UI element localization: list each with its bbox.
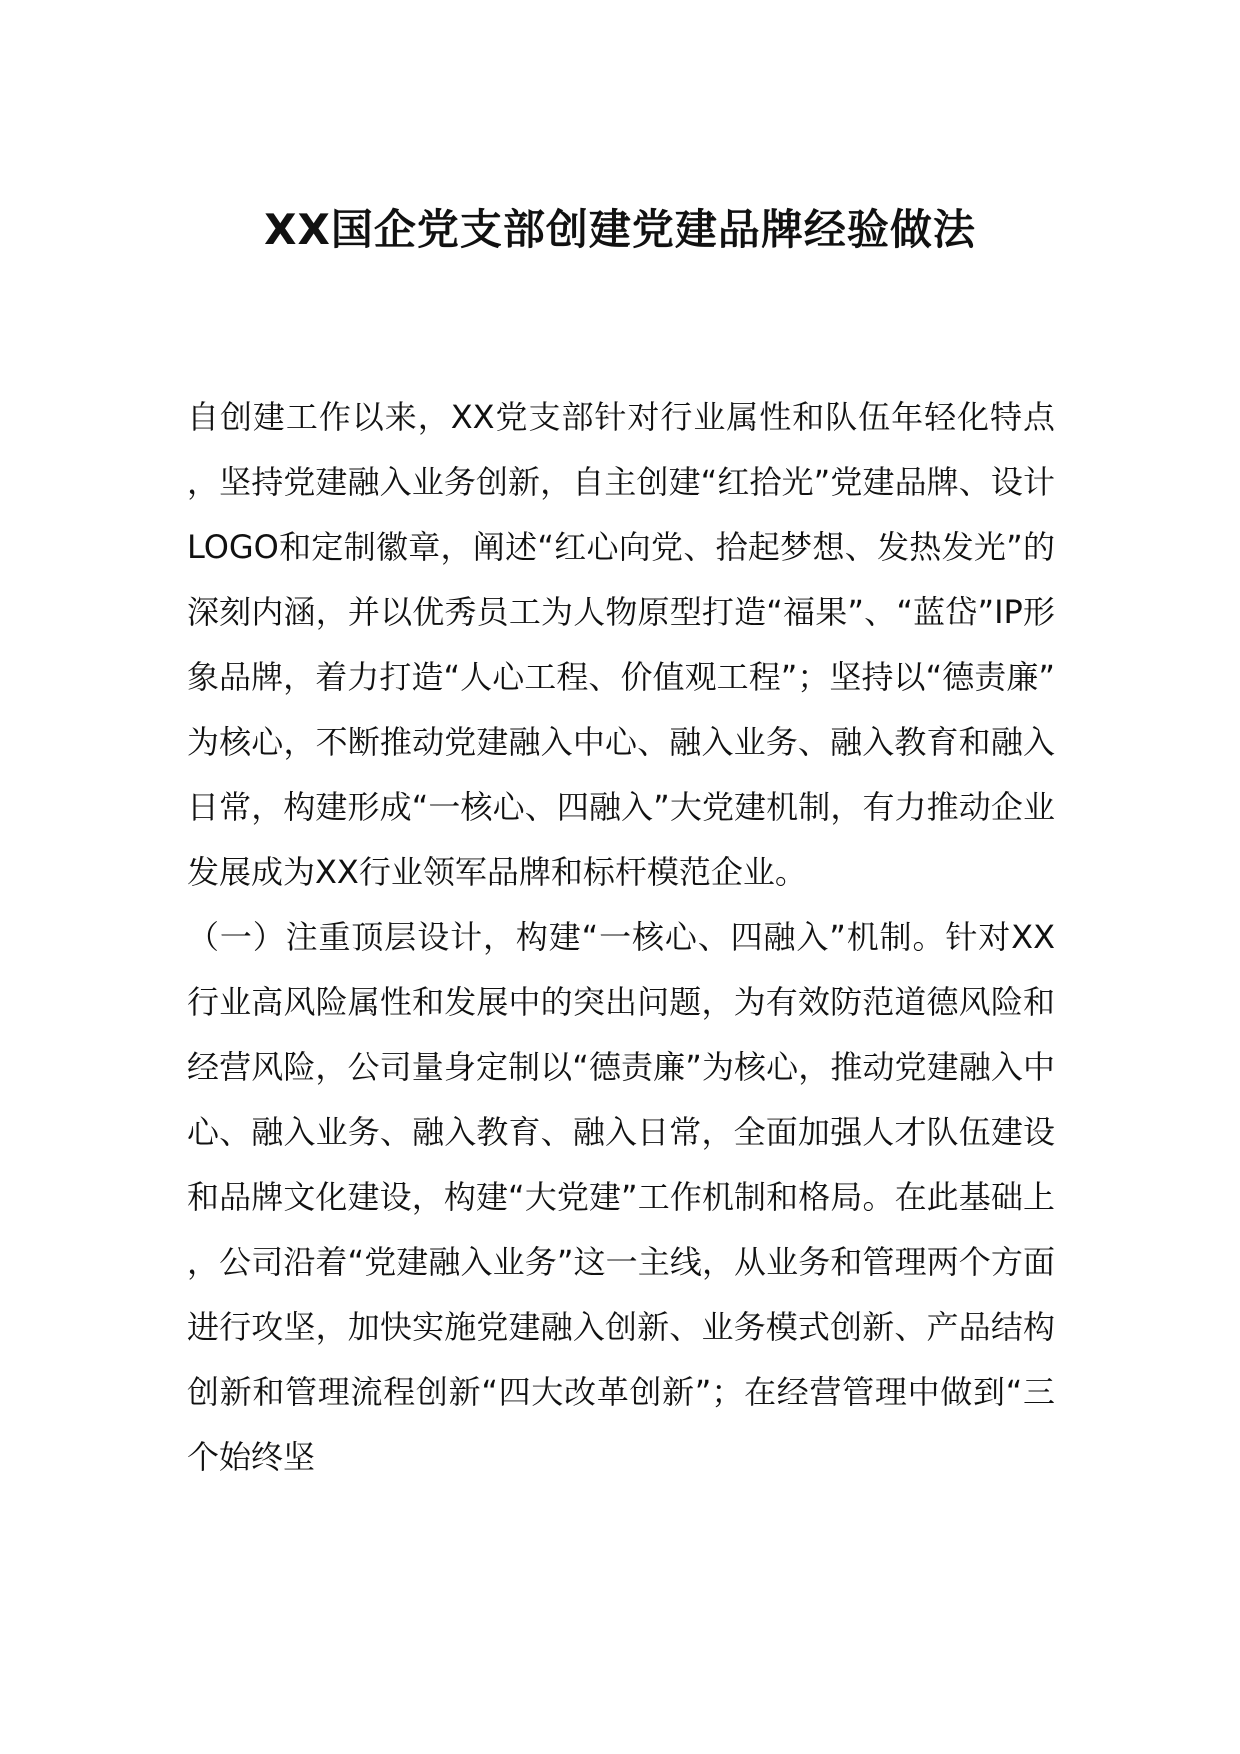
document-title: XX国企党支部创建党建品牌经验做法 xyxy=(264,205,976,254)
section-one-paragraph: （一）注重顶层设计，构建“一核心、四融入”机制。针对XX行业高风险属性和发展中的突出问题，为有效防范道德风险和经营风险，公司量身定制以“德责廉”为核心，推动党建融入中心、融入业务、融入教育、融入日常，全面加强人才队伍建设和品牌文化建设，构建“大党建”工作机制和格局。在此基础上，公司沿着“党建融入业务”这一主线，从业务和管理两个方面进行攻坚，加快实施党建融入创新、业务模式创新、产品结构创新和管理流程创新“四大改革创新”；在经营管理中做到“三个始终坚 xyxy=(187,918,1055,1476)
document-body xyxy=(187,385,1055,1490)
intro-paragraph: 自创建工作以来，XX党支部针对行业属性和队伍年轻化特点，坚持党建融入业务创新，自主创建“红拾光”党建品牌、设计LOGO和定制徽章，阐述“红心向党、拾起梦想、发热发光”的深刻内涵，并以优秀员工为人物原型打造“福果”、“蓝岱”IP形象品牌，着力打造“人心工程、价值观工程”；坚持以“德责廉”为核心，不断推动党建融入中心、融入业务、融入教育和融入日常，构建形成“一核心、四融入”大党建机制，有力推动企业发展成为XX行业领军品牌和标杆模范企业。 xyxy=(187,398,1055,891)
